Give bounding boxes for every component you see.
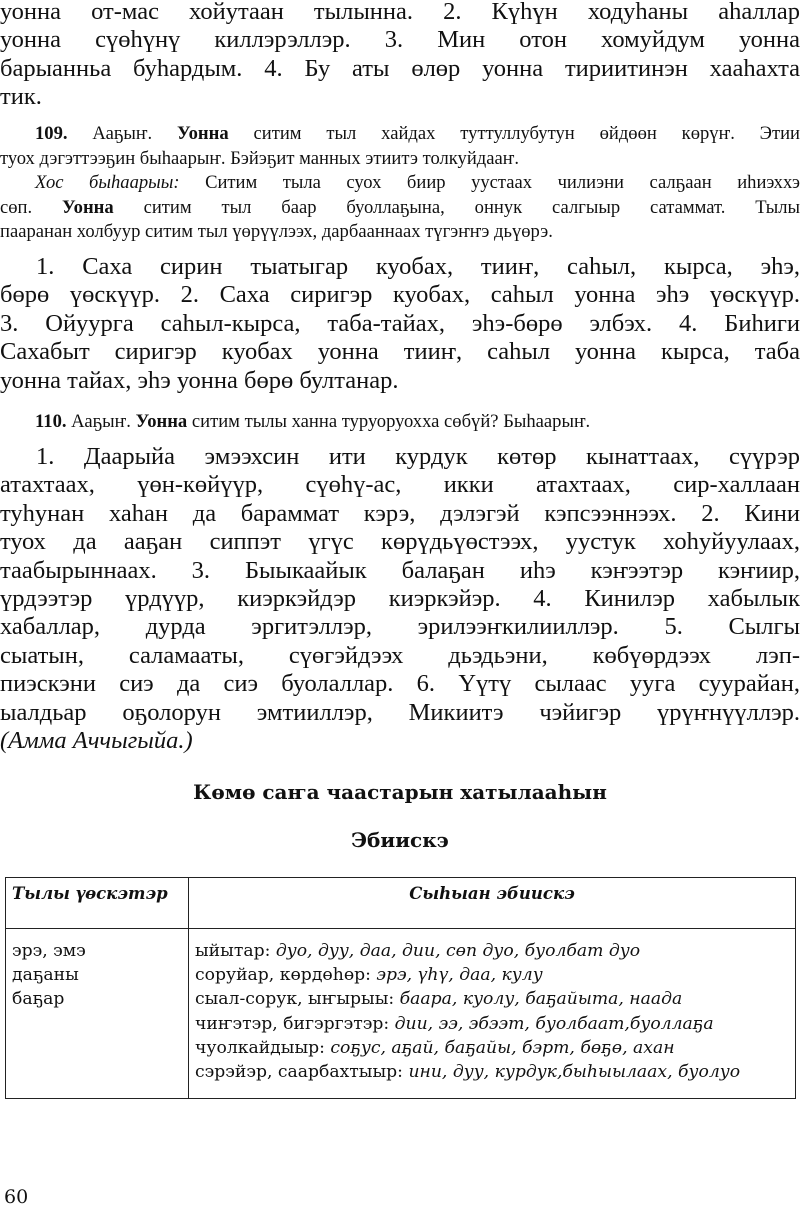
text-line: сыатын, саламааты, сүөгэйдээх дьэдьэни, көбүөрдээх лэп- bbox=[0, 641, 800, 669]
text-line: барыанньа буһардым. 4. Бу аты өлөр уонна тириитинэн хааһахта bbox=[0, 54, 800, 82]
exercise-number: 110. bbox=[35, 411, 67, 432]
list-item: баҕар bbox=[12, 989, 65, 1010]
text-line: үрдээтэр үрдүүр, киэркэйдэр киэркэйэр. 4. Кинилэр хабылык bbox=[0, 585, 800, 613]
list-item: даҕаны bbox=[12, 965, 79, 986]
list-item: сыал-сорук, ыҥырыы: баара, куолу, баҕайыта, наада bbox=[195, 989, 683, 1010]
section-subtitle: Эбиискэ bbox=[351, 828, 449, 852]
text-line: тик. bbox=[0, 83, 42, 111]
column-header: Сыһыан эбиискэ bbox=[189, 878, 796, 929]
text-line: 1. Саха сирин тыатыгар куобах, тииҥ, саһыл, кырса, эһэ, bbox=[36, 253, 800, 280]
list-item: соруйар, көрдөһөр: эрэ, үһү, даа, кулу bbox=[195, 965, 543, 986]
text-line: атахтаах, үөн-көйүүр, сүөһү-ас, икки атахтаах, сир-халлаан bbox=[0, 471, 800, 499]
exercise-110-text bbox=[0, 443, 800, 755]
attribution: (Амма Аччыгыйа.) bbox=[0, 727, 193, 755]
exercise-109-instruction: 109. Ааҕыҥ. Уонна ситим тыл хайдах туттуллубутун өйдөөн көрүҥ. Этии туох дэгэттээҕин быһаарыҥ. Бэйэҕит манных этиитэ толкуйдааҥ. Хос быһаарыы: Ситим тыла суох биир уустаах чилиэни салҕаан иһиэххэ сөп. Уонна ситим тыл баар буоллаҕына, оннук салгыыр сатаммат. Тылы пааранан холбуур ситим тыл үөрүүлээх, дарбааннаах түгэҥҥэ дьүөрэ. bbox=[0, 123, 800, 242]
particles-table bbox=[5, 877, 796, 1099]
list-item: чиҥэтэр, бигэргэтэр: дии, ээ, эбээт, буолбаат,буоллаҕа bbox=[195, 1013, 714, 1034]
text-line: таабырыннаах. 3. Быыкаайык балаҕан иһэ кэҥээтэр кэҥиир, bbox=[0, 556, 800, 584]
text-line: пиэскэни сиэ да сиэ буолаллар. 6. Үүтү сылаас ууга суурайан, bbox=[0, 670, 800, 698]
exercise-number: 109. bbox=[35, 123, 68, 144]
relational-cell bbox=[189, 929, 796, 1099]
exercise-109-text bbox=[0, 253, 800, 395]
keyword: Уонна bbox=[135, 411, 188, 432]
text-line: Сахабыт сиригэр куобах уонна тииҥ, саһыл уонна кырса, таба bbox=[0, 338, 800, 366]
text-line: туох да ааҕан сиппэт үгүс көрүдьүөстээх, уустук хоһуйуулаах, bbox=[0, 528, 800, 556]
column-header: Тылы үөскэтэр bbox=[6, 878, 189, 929]
text-line: хабаллар, дурда эргитэллэр, эрилээҥкилииллэр. 5. Сылгы bbox=[0, 613, 800, 641]
text-line: уонна от-мас хойутаан тылынна. 2. Күһүн ходуһаны аһаллар bbox=[0, 0, 800, 25]
note-label: Хос быһаарыы: bbox=[35, 172, 180, 193]
exercise-110-instruction: 110. Ааҕыҥ. Уонна ситим тылы ханна туруоруохха сөбүй? Быһаарыҥ. bbox=[35, 411, 591, 432]
text-line: 1. Даарыйа эмээхсин ити курдук көтөр кынаттаах, сүүрэр bbox=[36, 443, 800, 470]
text-line: бөрө үөскүүр. 2. Саха сиригэр куобах, саһыл уонна эһэ үөскүүр. bbox=[0, 281, 800, 309]
text-line: ыалдьар оҕолорун эмтииллэр, Микиитэ чэйигэр үрүҥнүүллэр. bbox=[0, 698, 800, 726]
text-line: уонна тайах, эһэ уонна бөрө бултанар. bbox=[0, 366, 399, 394]
list-item: сэрэйэр, саарбахтыыр: ини, дуу, курдук,быһыылаах, буолуо bbox=[195, 1062, 741, 1083]
list-item: чуолкайдыыр: соҕус, аҕай, баҕайы, бэрт, бөҕө, ахан bbox=[195, 1037, 675, 1058]
section-title: Көмө саҥа чаастарын хатылааһын bbox=[193, 780, 607, 804]
table-row bbox=[6, 929, 796, 1099]
text-line: уонна сүөһүнү киллэрэллэр. 3. Мин отон хомуйдум уонна bbox=[0, 26, 800, 54]
table-header-row bbox=[6, 878, 796, 929]
list-item: эрэ, эмэ bbox=[12, 941, 86, 961]
text-line: 3. Ойуурга саһыл-кырса, таба-тайах, эһэ-бөрө элбэх. 4. Биһиги bbox=[0, 309, 800, 337]
keyword: Уонна bbox=[177, 123, 229, 144]
page-number: 60 bbox=[4, 1186, 29, 1208]
word-forming-cell bbox=[6, 929, 189, 1099]
continuation-text bbox=[0, 0, 800, 112]
note: Хос быһаарыы: Ситим тыла суох биир уустаах чилиэни салҕаан иһиэххэ bbox=[35, 172, 800, 193]
keyword: Уонна bbox=[62, 196, 114, 218]
text-line: туһунан хаһан да бараммат кэрэ, дэлэгэй кэпсээннээх. 2. Кини bbox=[0, 499, 800, 527]
list-item: ыйытар: дуо, дуу, даа, дии, сөп дуо, буолбат дуо bbox=[195, 941, 641, 961]
